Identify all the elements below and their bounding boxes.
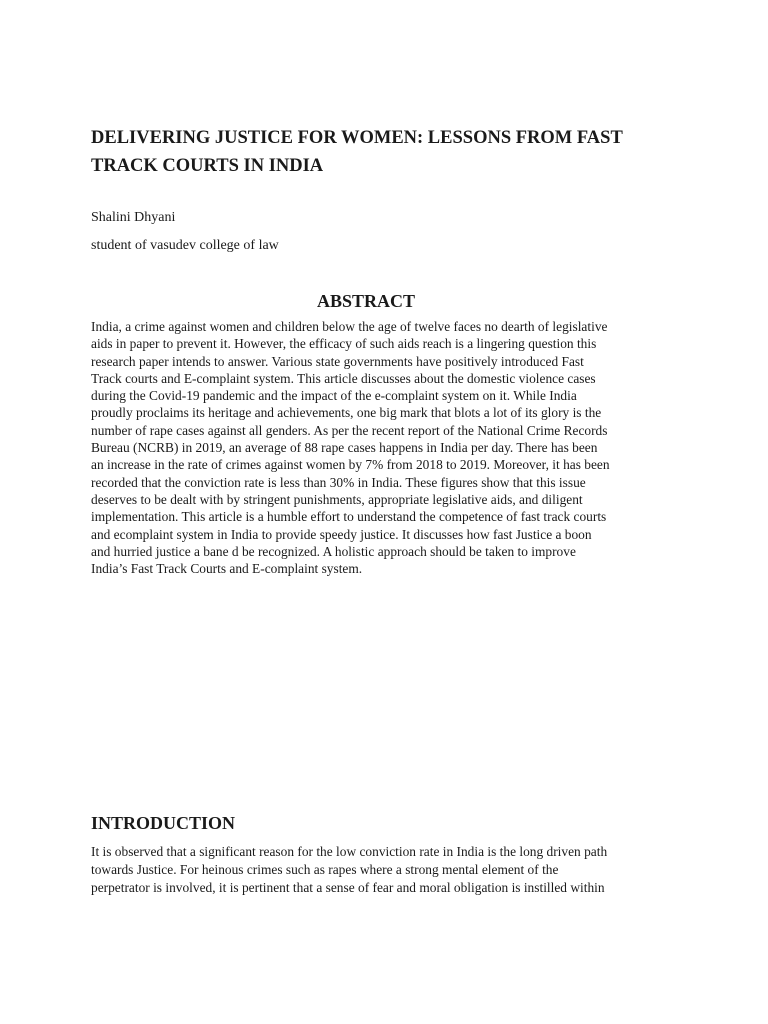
paper-title: DELIVERING JUSTICE FOR WOMEN: LESSONS FROM FAST TRACK COURTS IN INDIA [91,128,623,176]
introduction-heading: INTRODUCTION [91,813,236,833]
author-affiliation: student of vasudev college of law [91,238,279,253]
introduction-body: It is observed that a significant reason for the low conviction rate in India is the long driven path towards Justice. For heinous crimes such as rapes where a strong mental element of the perpetrator is involved, it is pertinent that a sense of fear and moral obligation is instilled within [91,844,608,895]
abstract-body: India, a crime against women and children below the age of twelve faces no dearth of legislative aids in paper to prevent it. However, the efficacy of such aids reach is a lingering question this research paper intends to answer. Various state governments have positively introduced Fast Track courts and E-complaint system. This article discusses about the domestic violence cases during the Covid-19 pandemic and the impact of the e-complaint system on it. While India proudly proclaims its heritage and achievements, one big mark that blots a lot of its glory is the number of rape cases against all genders. As per the recent report of the National Crime Records Bureau (NCRB) in 2019, an average of 88 rape cases happens in India per day. There has been an increase in the rate of crimes against women by 7% from 2018 to 2019. Moreover, it has been recorded that the conviction rate is less than 30% in India. These figures show that this issue deserves to be dealt with by stringent punishments, appropriate legislative aids, and diligent implementation. This article is a humble effort to understand the competence of fast track courts and ecomplaint system in India to provide speedy justice. It discusses how fast Justice a boon and hurried justice a bane d be recognized. A holistic approach should be taken to improve India’s Fast Track Courts and E-complaint system. [91,319,610,577]
abstract-heading: ABSTRACT [316,291,416,311]
author-name: Shalini Dhyani [91,210,176,225]
